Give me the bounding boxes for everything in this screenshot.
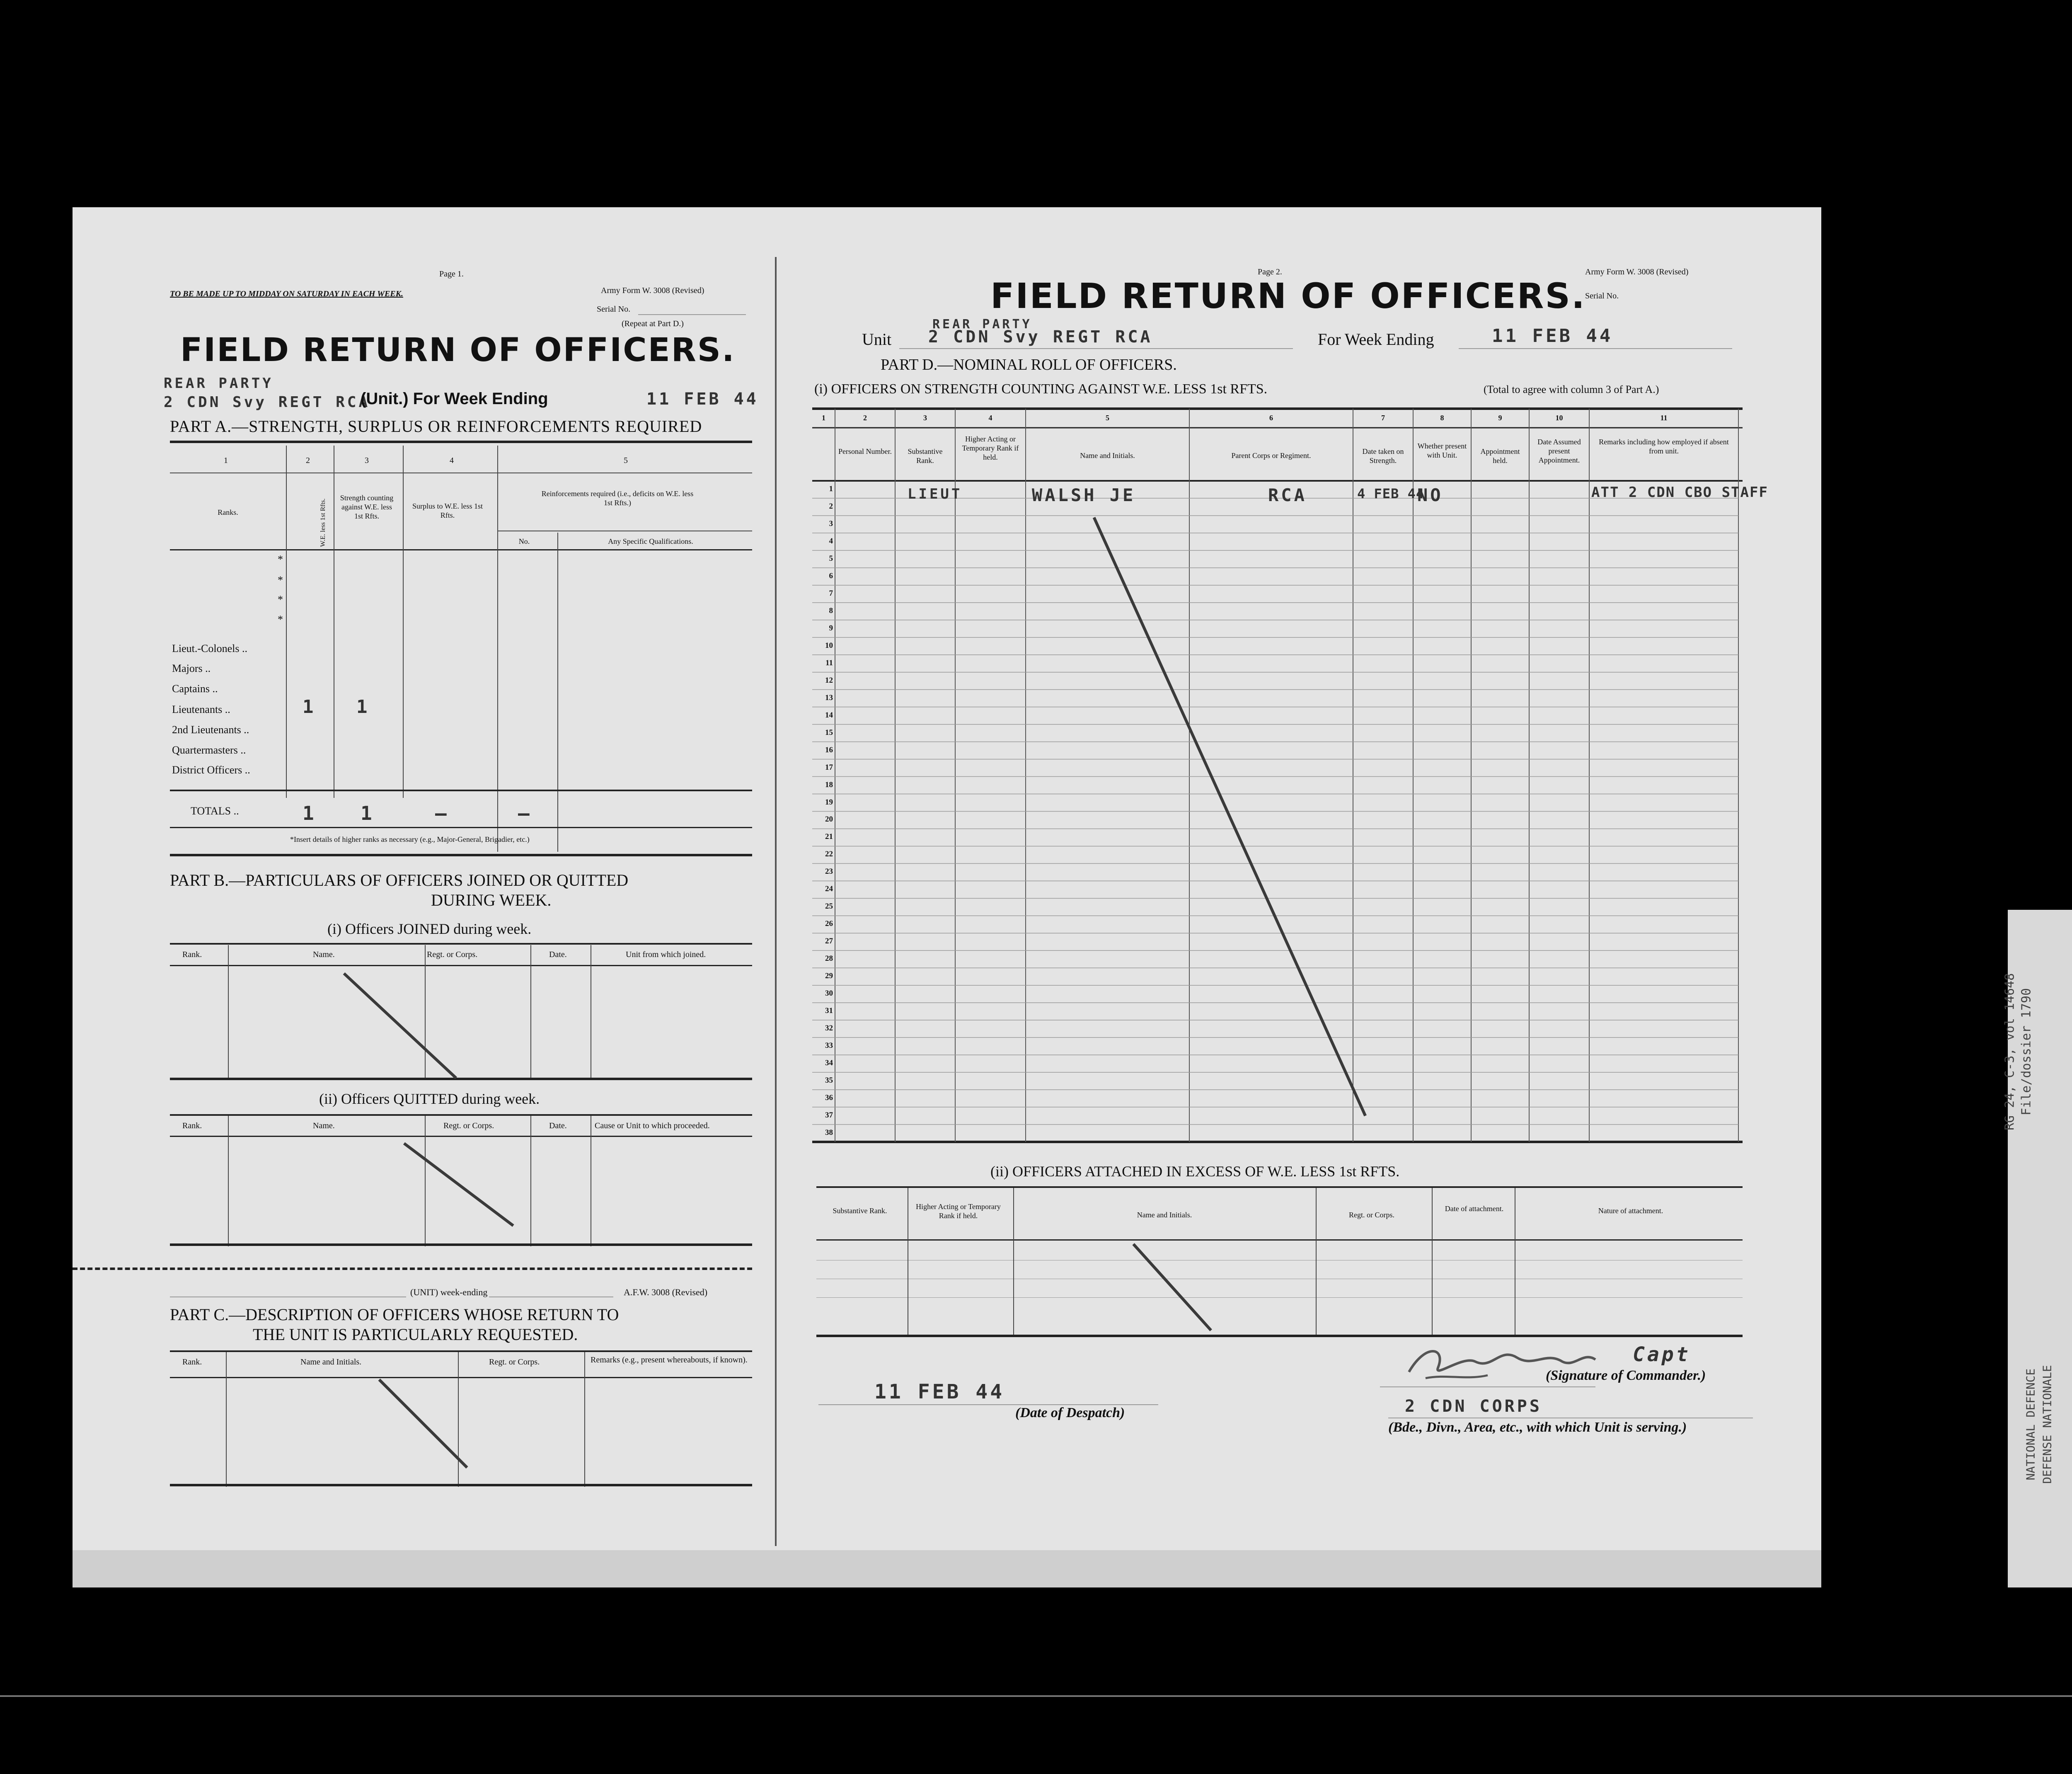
total-surplus: —: [435, 802, 449, 824]
roll-row-number: 18: [825, 780, 833, 789]
roll-colnum-3: 3: [923, 414, 927, 422]
roll-row-number: 3: [829, 519, 833, 528]
rank-captains: Captains ..: [172, 683, 218, 695]
page1-instruction: TO BE MADE UP TO MIDDAY ON SATURDAY IN EACH WEEK.: [170, 289, 403, 298]
roll-colnum-1: 1: [822, 414, 825, 422]
page1-repeat-note: (Repeat at Part D.): [622, 319, 684, 328]
roll-row-number: 37: [825, 1111, 833, 1120]
partC-col-name: Name and Initials.: [300, 1357, 362, 1367]
partA-col-1: 1: [224, 456, 228, 465]
partA-title: PART A.—STRENGTH, SURPLUS OR REINFORCEMENTS REQUIRED: [170, 417, 702, 436]
partA-col-we: W.E. less 1st Rfts.: [320, 498, 327, 547]
partC-unit-line: (UNIT) week-ending: [410, 1287, 488, 1297]
nominal-roll-grid: [812, 406, 1743, 1152]
joined-col-rank: Rank.: [182, 950, 202, 959]
roll-head-name: Name and Initials.: [1080, 451, 1135, 460]
roll-row-number: 27: [825, 937, 833, 946]
page1-serial-label: Serial No.: [597, 305, 631, 314]
roll-colnum-8: 8: [1440, 414, 1444, 422]
roll-row-number: 31: [825, 1006, 833, 1015]
entry-present: NO: [1417, 485, 1443, 505]
page1-handwritten-top: REAR PARTY: [164, 375, 274, 392]
roll-row-number: 14: [825, 710, 833, 720]
roll-row-number: 5: [829, 554, 833, 563]
roll-row-number: 24: [825, 885, 833, 894]
archive-dept-1: NATIONAL DEFENCE: [2024, 1368, 2038, 1481]
formation-label: (Bde., Divn., Area, etc., with which Unit is serving.): [1388, 1420, 1687, 1435]
page1-handwritten-unit: 2 CDN Svy REGT RCA: [164, 394, 370, 411]
roll-row-number: 1: [829, 484, 833, 493]
roll-row-number: 34: [825, 1059, 833, 1068]
lieutenants-strength-value: 1: [356, 696, 370, 717]
page2-handwritten-week: 11 FEB 44: [1492, 325, 1613, 347]
entry-date: 4 FEB 44: [1357, 486, 1425, 502]
page2-unit-label: Unit: [862, 330, 892, 349]
roll-row-number: 10: [825, 641, 833, 650]
rank-majors: Majors ..: [172, 662, 211, 674]
roll-row-number: 38: [825, 1128, 833, 1137]
roll-colnum-7: 7: [1381, 414, 1385, 422]
roll-colnum-6: 6: [1269, 414, 1273, 422]
partA-col-4: 4: [450, 456, 454, 465]
roll-row-number: 25: [825, 902, 833, 911]
roll-row-number: 33: [825, 1041, 833, 1050]
roll-colnum-9: 9: [1498, 414, 1502, 422]
partB-title-2: DURING WEEK.: [431, 891, 552, 909]
att-col-name: Name and Initials.: [1137, 1211, 1192, 1219]
roll-row-number: 36: [825, 1093, 833, 1103]
roll-head-personal-number: Personal Number.: [838, 447, 892, 456]
att-col-substantive: Substantive Rank.: [833, 1207, 887, 1215]
quitted-col-name: Name.: [313, 1121, 335, 1130]
partA-col-2: 2: [306, 456, 310, 465]
roll-row-number: 13: [825, 693, 833, 702]
partC-form: A.F.W. 3008 (Revised): [624, 1287, 708, 1297]
archive-ref-2: File/dossier 1790: [2019, 988, 2034, 1116]
quitted-title: (ii) Officers QUITTED during week.: [319, 1091, 540, 1107]
page2-form-id: Army Form W. 3008 (Revised): [1585, 267, 1689, 276]
rank-lieutenants: Lieutenants ..: [172, 703, 230, 715]
roll-row-number: 22: [825, 850, 833, 859]
roll-row-number: 32: [825, 1024, 833, 1033]
att-col-nature: Nature of attachment.: [1598, 1207, 1663, 1215]
roll-row-number: 29: [825, 972, 833, 981]
archive-dept-2: DEFENSE NATIONALE: [2040, 1365, 2054, 1484]
partC-col-remarks: Remarks (e.g., present whereabouts, if known).: [591, 1355, 748, 1364]
form-sheet-edge: [73, 1550, 1821, 1587]
signature-rank-handwritten: Capt: [1633, 1343, 1691, 1366]
rank-2nd-lieutenants: 2nd Lieutenants ..: [172, 724, 249, 736]
att-col-corps: Regt. or Corps.: [1349, 1211, 1394, 1219]
roll-row-number: 23: [825, 867, 833, 876]
page1-handwritten-week: 11 FEB 44: [646, 390, 759, 409]
joined-title: (i) Officers JOINED during week.: [327, 921, 532, 937]
entry-corps: RCA: [1268, 485, 1307, 505]
roll-row-number: 2: [829, 502, 833, 511]
archive-label-strip: [2008, 910, 2072, 1587]
joined-col-name: Name.: [313, 950, 335, 959]
roll-head-substantive-rank: Substantive Rank.: [908, 447, 943, 465]
roll-row-number: 17: [825, 763, 833, 772]
roll-head-date-taken: Date taken on Strength.: [1362, 447, 1404, 465]
roll-row-number: 8: [829, 606, 833, 615]
roll-row-number: 12: [825, 676, 833, 685]
quitted-col-corps: Regt. or Corps.: [443, 1121, 494, 1130]
rank-row-4: *: [278, 613, 283, 625]
section-i-title: (i) OFFICERS ON STRENGTH COUNTING AGAINST W.E. LESS 1st RFTS.: [814, 381, 1268, 397]
roll-row-number: 30: [825, 989, 833, 998]
page1-label: Page 1.: [439, 269, 464, 279]
page-fold-line: [775, 257, 777, 1546]
partD-title: PART D.—NOMINAL ROLL OF OFFICERS.: [881, 356, 1177, 373]
page2-label: Page 2.: [1258, 267, 1282, 276]
roll-head-remarks: Remarks including how employed if absent from unit.: [1599, 438, 1729, 455]
roll-colnum-10: 10: [1555, 414, 1563, 422]
entry-rank: LIEUT: [908, 486, 963, 502]
joined-col-corps: Regt. or Corps.: [427, 950, 478, 959]
partA-col-5: 5: [624, 456, 628, 465]
roll-head-date-assumed: Date Assumed present Appointment.: [1537, 438, 1581, 464]
att-col-date: Date of attachment.: [1445, 1204, 1504, 1213]
page1-unit-week-label: (Unit.) For Week Ending: [361, 390, 548, 408]
dashed-cut-line: [73, 1267, 752, 1270]
partB-title-1: PART B.—PARTICULARS OF OFFICERS JOINED OR QUITTED: [170, 871, 629, 889]
rank-row-1: *: [278, 553, 283, 565]
page2-title: FIELD RETURN OF OFFICERS.: [990, 276, 1586, 316]
total-reinf: —: [518, 802, 532, 824]
roll-row-number: 15: [825, 728, 833, 737]
section-i-note: (Total to agree with column 3 of Part A.): [1484, 383, 1659, 395]
entry-remarks: ATT 2 CDN CBO STAFF: [1591, 484, 1768, 501]
partA-col-qual: Any Specific Qualifications.: [608, 537, 693, 545]
partA-footnote: *Insert details of higher ranks as necessary (e.g., Major-General, Brigadier, etc.): [290, 835, 530, 843]
roll-head-present: Whether present with Unit.: [1417, 442, 1467, 459]
partC-title-1: PART C.—DESCRIPTION OF OFFICERS WHOSE RETURN TO: [170, 1305, 619, 1324]
roll-colnum-11: 11: [1660, 414, 1668, 422]
roll-row-number: 20: [825, 815, 833, 824]
roll-row-number: 9: [829, 623, 833, 633]
rank-quartermasters: Quartermasters ..: [172, 744, 246, 756]
roll-row-number: 4: [829, 536, 833, 545]
roll-row-number: 19: [825, 797, 833, 807]
total-strength: 1: [361, 802, 375, 824]
roll-colnum-5: 5: [1106, 414, 1109, 422]
page2-week-label: For Week Ending: [1318, 330, 1434, 349]
page2-handwritten-unit: 2 CDN Svy REGT RCA: [928, 327, 1153, 347]
partA-col-surplus: Surplus to W.E. less 1st Rfts.: [412, 502, 483, 519]
partA-col-3: 3: [365, 456, 369, 465]
quitted-col-cause: Cause or Unit to which proceeded.: [595, 1121, 710, 1130]
roll-head-parent-corps: Parent Corps or Regiment.: [1231, 451, 1311, 460]
roll-head-appointment: Appointment held.: [1480, 447, 1520, 465]
archive-ref-1: RG 24, C-3, vol 14648: [2002, 973, 2017, 1131]
joined-col-unit: Unit from which joined.: [626, 950, 706, 959]
despatch-label: (Date of Despatch): [1015, 1405, 1125, 1420]
rank-district-officers: District Officers ..: [172, 764, 250, 776]
totals-label: TOTALS ..: [191, 805, 239, 817]
rank-row-2: *: [278, 574, 283, 586]
roll-row-number: 7: [829, 589, 833, 598]
rank-lieut-colonels: Lieut.-Colonels ..: [172, 642, 247, 654]
partA-col-reinf: Reinforcements required (i.e., deficits on W.E. less 1st Rfts.): [541, 490, 694, 507]
despatch-handwritten: 11 FEB 44: [874, 1380, 1005, 1403]
roll-row-number: 11: [825, 658, 833, 667]
roll-row-number: 28: [825, 954, 833, 963]
partC-title-2: THE UNIT IS PARTICULARLY REQUESTED.: [253, 1325, 578, 1344]
att-col-higher: Higher Acting or Temporary Rank if held.: [916, 1202, 1001, 1220]
lieutenants-we-value: 1: [303, 696, 316, 717]
formation-handwritten: 2 CDN CORPS: [1405, 1397, 1542, 1416]
entry-name: WALSH JE: [1032, 485, 1136, 505]
roll-row-number: 35: [825, 1076, 833, 1085]
roll-row-number: 6: [829, 571, 833, 580]
section-ii-title: (ii) OFFICERS ATTACHED IN EXCESS OF W.E. LESS 1st RFTS.: [990, 1163, 1400, 1180]
quitted-col-date: Date.: [549, 1121, 567, 1130]
signature-label: (Signature of Commander.): [1546, 1368, 1706, 1383]
partA-col-strength: Strength counting against W.E. less 1st Rfts.: [340, 494, 394, 520]
roll-row-number: 21: [825, 832, 833, 841]
quitted-col-rank: Rank.: [182, 1121, 202, 1130]
total-we: 1: [303, 802, 317, 824]
partA-col-ranks: Ranks.: [218, 508, 238, 516]
page1-title: FIELD RETURN OF OFFICERS.: [180, 332, 736, 369]
bottom-rule: [0, 1695, 2072, 1697]
roll-row-number: 26: [825, 919, 833, 928]
page2-serial-label: Serial No.: [1585, 291, 1619, 301]
partC-col-rank: Rank.: [182, 1357, 202, 1367]
roll-row-number: 16: [825, 745, 833, 754]
partC-col-corps: Regt. or Corps.: [489, 1357, 540, 1367]
roll-colnum-2: 2: [863, 414, 867, 422]
page2-handwritten-top: REAR PARTY: [932, 317, 1032, 332]
rank-row-3: *: [278, 594, 283, 606]
partA-col-no: No.: [518, 537, 530, 545]
roll-colnum-4: 4: [988, 414, 992, 422]
joined-col-date: Date.: [549, 950, 567, 959]
roll-head-higher-rank: Higher Acting or Temporary Rank if held.: [962, 435, 1019, 461]
page1-form-id: Army Form W. 3008 (Revised): [601, 286, 704, 295]
